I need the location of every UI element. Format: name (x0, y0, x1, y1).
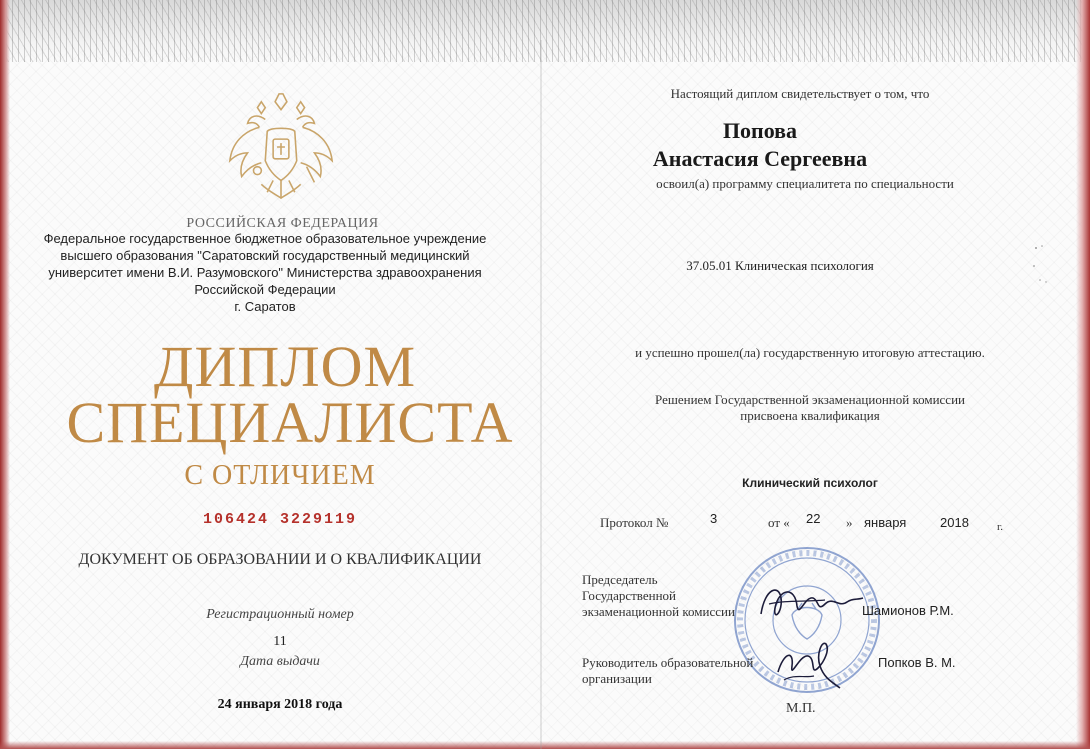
registration-number: 11 (273, 634, 287, 649)
diploma-honors: С ОТЛИЧИЕМ (184, 460, 376, 491)
graduate-given-names: Анастасия Сергеевна (652, 146, 868, 171)
issue-date: 24 января 2018 года (217, 697, 343, 712)
document-type: ДОКУМЕНТ ОБ ОБРАЗОВАНИИ И О КВАЛИФИКАЦИИ (78, 551, 482, 568)
chair-title-line: Председатель (582, 572, 658, 587)
specialty: 37.05.01 Клиническая психология (686, 258, 874, 273)
paper-specks (1030, 240, 1070, 290)
cover-edge-right (1076, 0, 1090, 749)
protocol-label: Протокол № (600, 515, 669, 530)
head-name: Попков В. М. (878, 655, 956, 670)
cover-edge-left (0, 0, 10, 749)
qualification: Клинический психолог (742, 476, 878, 490)
stamp-place-mark: М.П. (786, 701, 816, 716)
institution-name (20, 230, 510, 315)
issue-date-label: Дата выдачи (240, 654, 320, 669)
protocol-month: января (864, 515, 907, 530)
guilloche-band (0, 0, 1090, 62)
institution-line: высшего образования "Саратовский государственный медицинский (60, 248, 470, 263)
head-title-line: организации (582, 671, 652, 686)
diploma-title: ДИПЛОМ (153, 334, 417, 399)
graduate-surname: Попова (722, 118, 798, 143)
certifies-text: Настоящий диплом свидетельствует о том, что (670, 86, 930, 101)
page-fold (540, 40, 542, 749)
protocol-close-quote: » (846, 515, 853, 530)
registration-number-label: Регистрационный номер (206, 607, 354, 622)
protocol-year-suffix: г. (997, 521, 1004, 533)
commission-decision-line: Решением Государственной экзаменационной комиссии (655, 392, 965, 407)
protocol-from-label: от « (768, 515, 790, 530)
chair-name: Шамионов Р.М. (862, 603, 954, 618)
protocol-day: 22 (806, 511, 821, 526)
institution-line: университет имени В.И. Разумовского" Министерства здравоохранения (48, 265, 482, 280)
institution-line: Федеральное государственное бюджетное образовательное учреждение (43, 231, 487, 246)
cover-edge-bottom (0, 741, 1090, 749)
diploma-title-degree: СПЕЦИАЛИСТА (66, 390, 514, 455)
head-title-line: Руководитель образовательной (582, 655, 754, 670)
protocol-year: 2018 (940, 515, 969, 530)
chair-title-line: экзаменационной комиссии (582, 604, 735, 619)
chair-title-line: Государственной (582, 588, 677, 603)
chair-signature-icon (755, 578, 865, 628)
program-text: освоил(а) программу специалитета по специальности (656, 176, 954, 191)
country-name: РОССИЙСКАЯ ФЕДЕРАЦИЯ (186, 216, 379, 231)
institution-line: Российской Федерации (194, 282, 336, 297)
institution-city: г. Саратов (234, 299, 296, 314)
commission-decision-line: присвоена квалификация (740, 408, 880, 423)
diploma-serial-number: 106424 3229119 (202, 511, 358, 528)
head-signature-icon (770, 632, 845, 692)
attestation-text: и успешно прошел(ла) государственную итоговую аттестацию. (635, 345, 985, 360)
double-headed-eagle-emblem-icon (222, 88, 340, 206)
protocol-number: 3 (710, 511, 718, 526)
